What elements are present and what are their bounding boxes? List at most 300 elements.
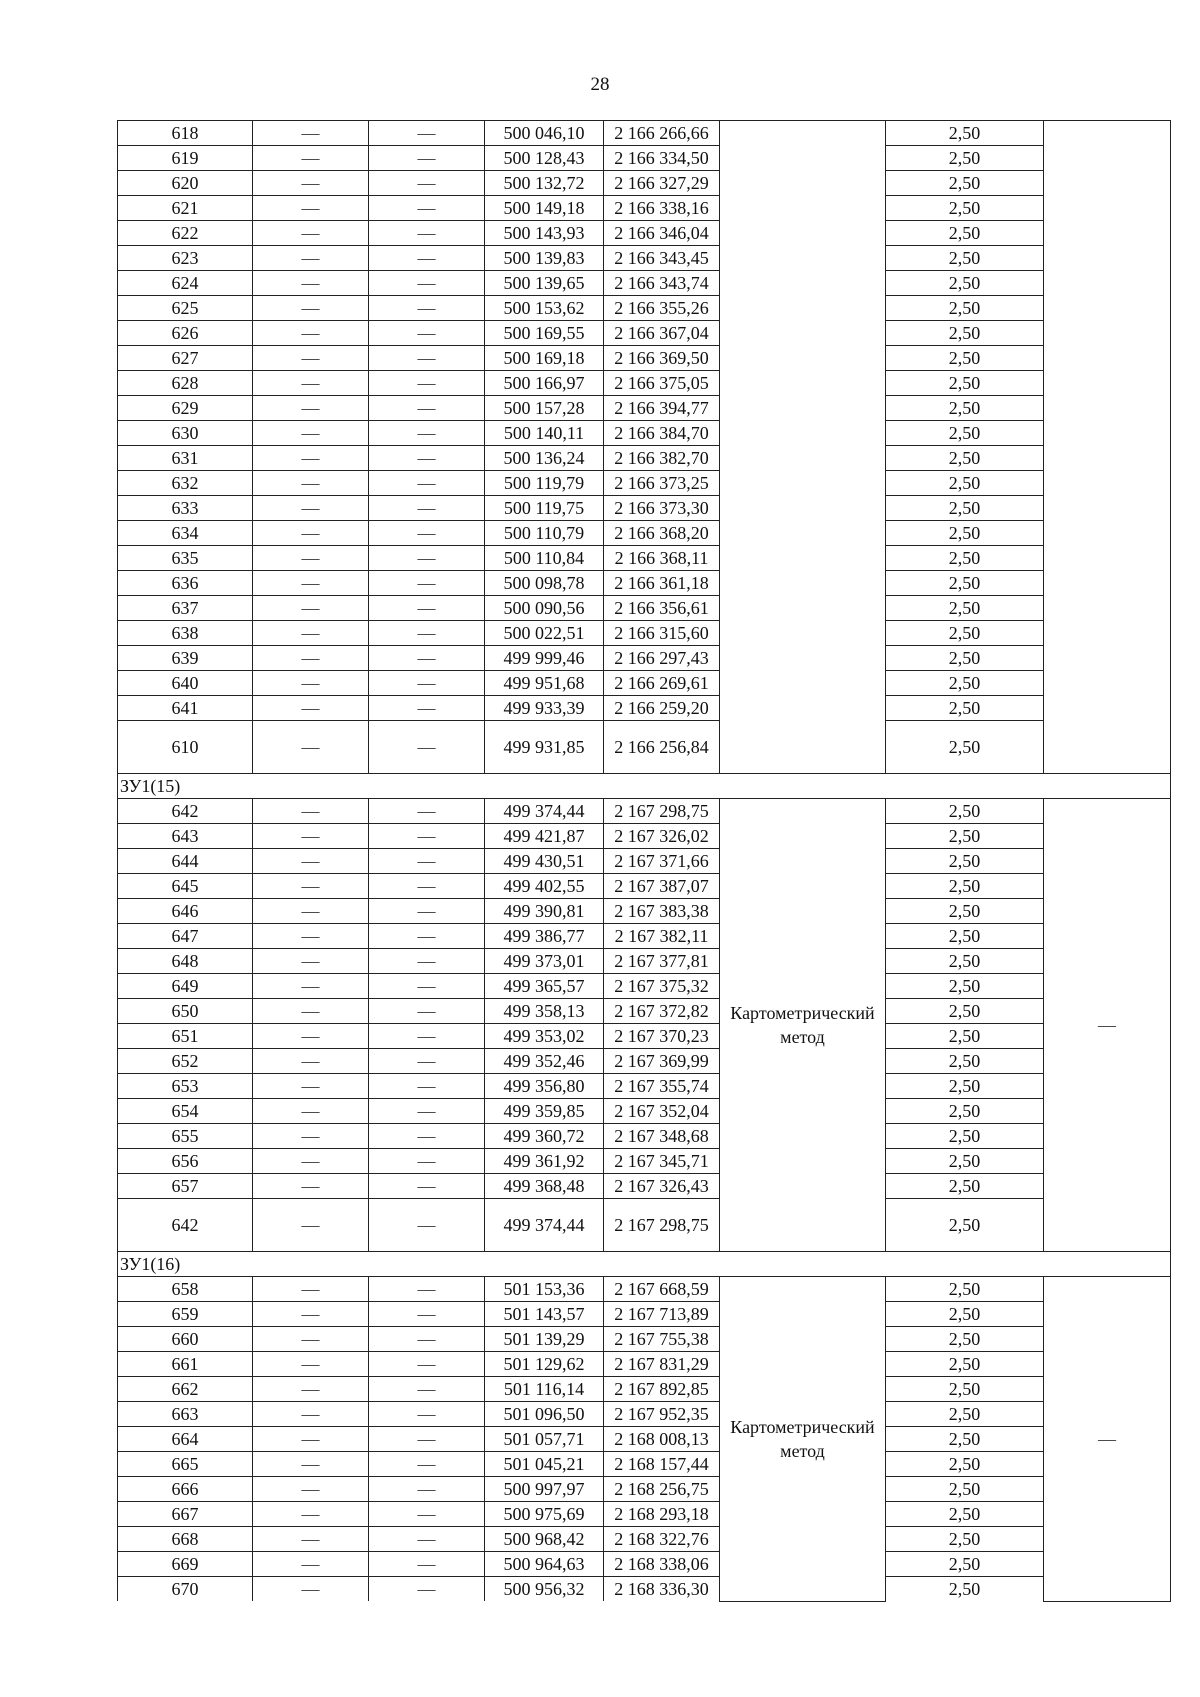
accuracy-value: 2,50 xyxy=(886,1049,1044,1074)
coordinate-y: 2 166 355,26 xyxy=(604,296,720,321)
dash-cell: — xyxy=(253,146,369,171)
table-row xyxy=(118,671,1171,696)
coordinate-x: 500 169,55 xyxy=(485,321,604,346)
coordinate-x: 501 139,29 xyxy=(485,1327,604,1352)
table-row xyxy=(118,521,1171,546)
coordinate-x: 499 358,13 xyxy=(485,999,604,1024)
accuracy-value: 2,50 xyxy=(886,146,1044,171)
coordinate-x: 499 356,80 xyxy=(485,1074,604,1099)
dash-cell: — xyxy=(253,1277,369,1302)
point-number: 647 xyxy=(118,924,253,949)
table-row xyxy=(118,1277,1171,1302)
coordinate-x: 501 153,36 xyxy=(485,1277,604,1302)
dash-cell: — xyxy=(253,999,369,1024)
method-cell: Картометрический метод xyxy=(720,1277,886,1602)
method-cell: Картометрический метод xyxy=(720,799,886,1252)
table-row xyxy=(118,371,1171,396)
point-number: 657 xyxy=(118,1174,253,1199)
coordinate-x: 499 373,01 xyxy=(485,949,604,974)
accuracy-value: 2,50 xyxy=(886,1327,1044,1352)
dash-cell: — xyxy=(369,446,485,471)
point-number: 618 xyxy=(118,121,253,146)
point-number: 629 xyxy=(118,396,253,421)
point-number: 641 xyxy=(118,696,253,721)
dash-cell: — xyxy=(253,721,369,774)
dash-cell: — xyxy=(253,671,369,696)
coordinate-y: 2 167 831,29 xyxy=(604,1352,720,1377)
table-row xyxy=(118,171,1171,196)
point-number: 664 xyxy=(118,1427,253,1452)
point-number: 660 xyxy=(118,1327,253,1352)
coordinate-x: 499 421,87 xyxy=(485,824,604,849)
dash-cell: — xyxy=(253,121,369,146)
dash-cell: — xyxy=(253,221,369,246)
coordinates-table xyxy=(117,120,1171,1602)
coordinate-x: 500 169,18 xyxy=(485,346,604,371)
coordinate-y: 2 167 372,82 xyxy=(604,999,720,1024)
table-row xyxy=(118,1124,1171,1149)
table-body xyxy=(118,121,1171,1602)
accuracy-value: 2,50 xyxy=(886,696,1044,721)
table-row xyxy=(118,1024,1171,1049)
point-number: 624 xyxy=(118,271,253,296)
accuracy-value: 2,50 xyxy=(886,1502,1044,1527)
coordinate-y: 2 166 256,84 xyxy=(604,721,720,774)
dash-cell: — xyxy=(253,1477,369,1502)
coordinate-y: 2 166 338,16 xyxy=(604,196,720,221)
coordinate-x: 499 353,02 xyxy=(485,1024,604,1049)
point-number: 642 xyxy=(118,1199,253,1252)
point-number: 659 xyxy=(118,1302,253,1327)
point-number: 632 xyxy=(118,471,253,496)
dash-cell: — xyxy=(253,924,369,949)
coordinate-y: 2 166 382,70 xyxy=(604,446,720,471)
dash-cell: — xyxy=(253,496,369,521)
point-number: 627 xyxy=(118,346,253,371)
coordinate-y: 2 166 394,77 xyxy=(604,396,720,421)
accuracy-value: 2,50 xyxy=(886,321,1044,346)
coordinate-x: 500 149,18 xyxy=(485,196,604,221)
accuracy-value: 2,50 xyxy=(886,396,1044,421)
dash-cell: — xyxy=(369,1174,485,1199)
table-row xyxy=(118,146,1171,171)
point-number: 621 xyxy=(118,196,253,221)
point-number: 656 xyxy=(118,1149,253,1174)
coordinate-x: 500 964,63 xyxy=(485,1552,604,1577)
point-number: 653 xyxy=(118,1074,253,1099)
dash-cell: — xyxy=(253,296,369,321)
dash-cell: — xyxy=(369,1124,485,1149)
dash-cell: — xyxy=(369,874,485,899)
point-number: 636 xyxy=(118,571,253,596)
coordinate-y: 2 168 336,30 xyxy=(604,1577,720,1602)
dash-cell: — xyxy=(369,571,485,596)
coordinate-y: 2 167 952,35 xyxy=(604,1402,720,1427)
point-number: 646 xyxy=(118,899,253,924)
coordinate-y: 2 166 375,05 xyxy=(604,371,720,396)
dash-cell: — xyxy=(253,849,369,874)
table-row xyxy=(118,899,1171,924)
dash-cell: — xyxy=(369,1477,485,1502)
accuracy-value: 2,50 xyxy=(886,446,1044,471)
coordinate-x: 501 045,21 xyxy=(485,1452,604,1477)
dash-cell: — xyxy=(369,546,485,571)
accuracy-value: 2,50 xyxy=(886,271,1044,296)
dash-cell: — xyxy=(369,999,485,1024)
dash-cell: — xyxy=(369,371,485,396)
dash-cell: — xyxy=(253,1049,369,1074)
point-number: 640 xyxy=(118,671,253,696)
accuracy-value: 2,50 xyxy=(886,1302,1044,1327)
point-number: 669 xyxy=(118,1552,253,1577)
accuracy-value: 2,50 xyxy=(886,849,1044,874)
dash-cell: — xyxy=(253,446,369,471)
coordinate-x: 500 968,42 xyxy=(485,1527,604,1552)
dash-cell: — xyxy=(369,521,485,546)
dash-cell: — xyxy=(369,1527,485,1552)
dash-cell: — xyxy=(369,696,485,721)
dash-cell: — xyxy=(369,1502,485,1527)
dash-cell: — xyxy=(253,696,369,721)
dash-cell: — xyxy=(369,1452,485,1477)
dash-cell: — xyxy=(253,799,369,824)
dash-cell: — xyxy=(253,396,369,421)
table-row xyxy=(118,949,1171,974)
coordinate-y: 2 167 298,75 xyxy=(604,1199,720,1252)
coordinate-x: 499 374,44 xyxy=(485,1199,604,1252)
point-number: 633 xyxy=(118,496,253,521)
coordinate-y: 2 166 343,45 xyxy=(604,246,720,271)
table-row xyxy=(118,721,1171,774)
coordinate-x: 500 098,78 xyxy=(485,571,604,596)
coordinate-y: 2 166 334,50 xyxy=(604,146,720,171)
point-number: 668 xyxy=(118,1527,253,1552)
coordinate-y: 2 167 892,85 xyxy=(604,1377,720,1402)
table-row xyxy=(118,496,1171,521)
coordinate-x: 500 119,75 xyxy=(485,496,604,521)
dash-cell: — xyxy=(369,346,485,371)
accuracy-value: 2,50 xyxy=(886,346,1044,371)
accuracy-value: 2,50 xyxy=(886,296,1044,321)
point-number: 663 xyxy=(118,1402,253,1427)
coordinate-x: 500 139,65 xyxy=(485,271,604,296)
accuracy-value: 2,50 xyxy=(886,121,1044,146)
dash-cell: — xyxy=(369,1352,485,1377)
accuracy-value: 2,50 xyxy=(886,1477,1044,1502)
point-number: 643 xyxy=(118,824,253,849)
accuracy-value: 2,50 xyxy=(886,874,1044,899)
accuracy-value: 2,50 xyxy=(886,246,1044,271)
section-header-row xyxy=(118,774,1171,799)
accuracy-value: 2,50 xyxy=(886,521,1044,546)
table-row xyxy=(118,799,1171,824)
point-number: 665 xyxy=(118,1452,253,1477)
dash-cell: — xyxy=(253,874,369,899)
dash-cell: — xyxy=(253,1427,369,1452)
coordinate-x: 500 143,93 xyxy=(485,221,604,246)
coordinate-y: 2 166 361,18 xyxy=(604,571,720,596)
dash-cell: — xyxy=(369,596,485,621)
coordinate-y: 2 167 382,11 xyxy=(604,924,720,949)
table-row xyxy=(118,1099,1171,1124)
dash-cell: — xyxy=(253,1402,369,1427)
table-row xyxy=(118,246,1171,271)
coordinate-y: 2 166 373,25 xyxy=(604,471,720,496)
table-row xyxy=(118,271,1171,296)
section-header-row xyxy=(118,1252,1171,1277)
table-row xyxy=(118,571,1171,596)
table-row xyxy=(118,849,1171,874)
dash-cell: — xyxy=(369,824,485,849)
coordinate-x: 501 116,14 xyxy=(485,1377,604,1402)
dash-cell: — xyxy=(369,974,485,999)
table-row xyxy=(118,1402,1171,1427)
coordinate-x: 501 143,57 xyxy=(485,1302,604,1327)
dash-cell: — xyxy=(369,1377,485,1402)
coordinate-y: 2 166 368,20 xyxy=(604,521,720,546)
coordinate-y: 2 167 355,74 xyxy=(604,1074,720,1099)
accuracy-value: 2,50 xyxy=(886,546,1044,571)
coordinate-x: 500 090,56 xyxy=(485,596,604,621)
dash-cell: — xyxy=(369,1402,485,1427)
table-row xyxy=(118,421,1171,446)
point-number: 649 xyxy=(118,974,253,999)
dash-cell: — xyxy=(369,1074,485,1099)
accuracy-value: 2,50 xyxy=(886,824,1044,849)
page-number: 28 xyxy=(590,74,610,95)
coordinate-y: 2 167 352,04 xyxy=(604,1099,720,1124)
dash-cell: — xyxy=(369,271,485,296)
accuracy-value: 2,50 xyxy=(886,471,1044,496)
dash-cell: — xyxy=(253,1352,369,1377)
dash-cell: — xyxy=(369,146,485,171)
accuracy-value: 2,50 xyxy=(886,371,1044,396)
dash-cell: — xyxy=(253,1327,369,1352)
accuracy-value: 2,50 xyxy=(886,924,1044,949)
coordinate-y: 2 166 327,29 xyxy=(604,171,720,196)
dash-cell: — xyxy=(253,346,369,371)
dash-cell: — xyxy=(369,646,485,671)
coordinate-x: 499 359,85 xyxy=(485,1099,604,1124)
accuracy-value: 2,50 xyxy=(886,571,1044,596)
coordinate-y: 2 167 326,02 xyxy=(604,824,720,849)
table-row xyxy=(118,1352,1171,1377)
point-number: 645 xyxy=(118,874,253,899)
dash-cell: — xyxy=(253,271,369,296)
coordinate-y: 2 167 377,81 xyxy=(604,949,720,974)
dash-cell: — xyxy=(369,1277,485,1302)
section-label: ЗУ1(15) xyxy=(118,774,1171,799)
coordinate-y: 2 166 373,30 xyxy=(604,496,720,521)
coordinate-y: 2 166 343,74 xyxy=(604,271,720,296)
point-number: 619 xyxy=(118,146,253,171)
coordinate-x: 499 430,51 xyxy=(485,849,604,874)
coordinate-x: 499 402,55 xyxy=(485,874,604,899)
dash-cell: — xyxy=(369,1149,485,1174)
point-number: 626 xyxy=(118,321,253,346)
coordinate-y: 2 166 384,70 xyxy=(604,421,720,446)
coordinate-y: 2 168 008,13 xyxy=(604,1427,720,1452)
coordinate-x: 499 360,72 xyxy=(485,1124,604,1149)
dash-cell: — xyxy=(253,171,369,196)
point-number: 637 xyxy=(118,596,253,621)
table-row xyxy=(118,321,1171,346)
accuracy-value: 2,50 xyxy=(886,496,1044,521)
dash-cell: — xyxy=(253,899,369,924)
dash-cell: — xyxy=(253,521,369,546)
point-number: 642 xyxy=(118,799,253,824)
coordinate-y: 2 167 345,71 xyxy=(604,1149,720,1174)
coordinate-x: 500 046,10 xyxy=(485,121,604,146)
dash-cell: — xyxy=(253,949,369,974)
point-number: 631 xyxy=(118,446,253,471)
dash-cell: — xyxy=(253,1577,369,1602)
last-column-cell: — xyxy=(1044,1277,1171,1602)
coordinate-x: 500 136,24 xyxy=(485,446,604,471)
accuracy-value: 2,50 xyxy=(886,1277,1044,1302)
coordinate-x: 500 022,51 xyxy=(485,621,604,646)
point-number: 610 xyxy=(118,721,253,774)
dash-cell: — xyxy=(253,1024,369,1049)
section-label: ЗУ1(16) xyxy=(118,1252,1171,1277)
dash-cell: — xyxy=(369,1427,485,1452)
dash-cell: — xyxy=(253,546,369,571)
dash-cell: — xyxy=(253,321,369,346)
coordinate-y: 2 168 338,06 xyxy=(604,1552,720,1577)
accuracy-value: 2,50 xyxy=(886,1099,1044,1124)
coordinate-x: 499 352,46 xyxy=(485,1049,604,1074)
coordinate-y: 2 167 383,38 xyxy=(604,899,720,924)
point-number: 651 xyxy=(118,1024,253,1049)
coordinate-x: 499 386,77 xyxy=(485,924,604,949)
accuracy-value: 2,50 xyxy=(886,949,1044,974)
table-row xyxy=(118,646,1171,671)
last-column-cell: — xyxy=(1044,799,1171,1252)
point-number: 661 xyxy=(118,1352,253,1377)
table-row xyxy=(118,296,1171,321)
point-number: 667 xyxy=(118,1502,253,1527)
point-number: 652 xyxy=(118,1049,253,1074)
dash-cell: — xyxy=(253,1502,369,1527)
dash-cell: — xyxy=(253,471,369,496)
accuracy-value: 2,50 xyxy=(886,1452,1044,1477)
coordinate-x: 500 166,97 xyxy=(485,371,604,396)
point-number: 622 xyxy=(118,221,253,246)
coordinate-x: 499 374,44 xyxy=(485,799,604,824)
table-row xyxy=(118,471,1171,496)
dash-cell: — xyxy=(369,1199,485,1252)
point-number: 650 xyxy=(118,999,253,1024)
table-row xyxy=(118,121,1171,146)
dash-cell: — xyxy=(369,296,485,321)
accuracy-value: 2,50 xyxy=(886,1174,1044,1199)
accuracy-value: 2,50 xyxy=(886,646,1044,671)
accuracy-value: 2,50 xyxy=(886,171,1044,196)
coordinate-y: 2 166 369,50 xyxy=(604,346,720,371)
table-row xyxy=(118,1174,1171,1199)
accuracy-value: 2,50 xyxy=(886,221,1044,246)
coordinate-y: 2 168 293,18 xyxy=(604,1502,720,1527)
point-number: 639 xyxy=(118,646,253,671)
point-number: 666 xyxy=(118,1477,253,1502)
dash-cell: — xyxy=(253,1074,369,1099)
point-number: 654 xyxy=(118,1099,253,1124)
coordinate-y: 2 168 157,44 xyxy=(604,1452,720,1477)
point-number: 625 xyxy=(118,296,253,321)
coordinate-y: 2 166 346,04 xyxy=(604,221,720,246)
coordinate-y: 2 166 266,66 xyxy=(604,121,720,146)
dash-cell: — xyxy=(369,949,485,974)
table-row xyxy=(118,1477,1171,1502)
coordinate-y: 2 167 298,75 xyxy=(604,799,720,824)
table-row xyxy=(118,1527,1171,1552)
coordinate-x: 500 132,72 xyxy=(485,171,604,196)
table-row xyxy=(118,446,1171,471)
table-row xyxy=(118,596,1171,621)
dash-cell: — xyxy=(253,1099,369,1124)
dash-cell: — xyxy=(369,621,485,646)
dash-cell: — xyxy=(369,1577,485,1602)
coordinate-x: 500 975,69 xyxy=(485,1502,604,1527)
coordinate-y: 2 167 326,43 xyxy=(604,1174,720,1199)
dash-cell: — xyxy=(253,196,369,221)
point-number: 623 xyxy=(118,246,253,271)
coordinate-y: 2 166 368,11 xyxy=(604,546,720,571)
dash-cell: — xyxy=(369,799,485,824)
coordinate-x: 499 368,48 xyxy=(485,1174,604,1199)
table-row xyxy=(118,1427,1171,1452)
dash-cell: — xyxy=(253,1527,369,1552)
table-row xyxy=(118,346,1171,371)
dash-cell: — xyxy=(253,974,369,999)
table-row xyxy=(118,1199,1171,1252)
coordinate-x: 501 057,71 xyxy=(485,1427,604,1452)
dash-cell: — xyxy=(369,246,485,271)
coordinate-y: 2 166 356,61 xyxy=(604,596,720,621)
dash-cell: — xyxy=(369,471,485,496)
accuracy-value: 2,50 xyxy=(886,721,1044,774)
table-row xyxy=(118,546,1171,571)
coordinate-x: 500 128,43 xyxy=(485,146,604,171)
point-number: 635 xyxy=(118,546,253,571)
coordinate-y: 2 167 755,38 xyxy=(604,1327,720,1352)
table-row xyxy=(118,1452,1171,1477)
coordinate-x: 499 365,57 xyxy=(485,974,604,999)
table-row xyxy=(118,924,1171,949)
coordinate-x: 500 153,62 xyxy=(485,296,604,321)
table-row xyxy=(118,1327,1171,1352)
coordinate-x: 499 361,92 xyxy=(485,1149,604,1174)
table-row xyxy=(118,999,1171,1024)
dash-cell: — xyxy=(369,721,485,774)
last-column-cell xyxy=(1044,121,1171,774)
coordinate-y: 2 167 387,07 xyxy=(604,874,720,899)
dash-cell: — xyxy=(253,1124,369,1149)
table-row xyxy=(118,1302,1171,1327)
dash-cell: — xyxy=(369,196,485,221)
dash-cell: — xyxy=(253,646,369,671)
accuracy-value: 2,50 xyxy=(886,974,1044,999)
coordinate-y: 2 166 367,04 xyxy=(604,321,720,346)
dash-cell: — xyxy=(253,571,369,596)
table-row xyxy=(118,396,1171,421)
dash-cell: — xyxy=(253,246,369,271)
coordinate-y: 2 167 369,99 xyxy=(604,1049,720,1074)
coordinate-x: 500 140,11 xyxy=(485,421,604,446)
dash-cell: — xyxy=(253,371,369,396)
accuracy-value: 2,50 xyxy=(886,1377,1044,1402)
coordinate-x: 500 157,28 xyxy=(485,396,604,421)
